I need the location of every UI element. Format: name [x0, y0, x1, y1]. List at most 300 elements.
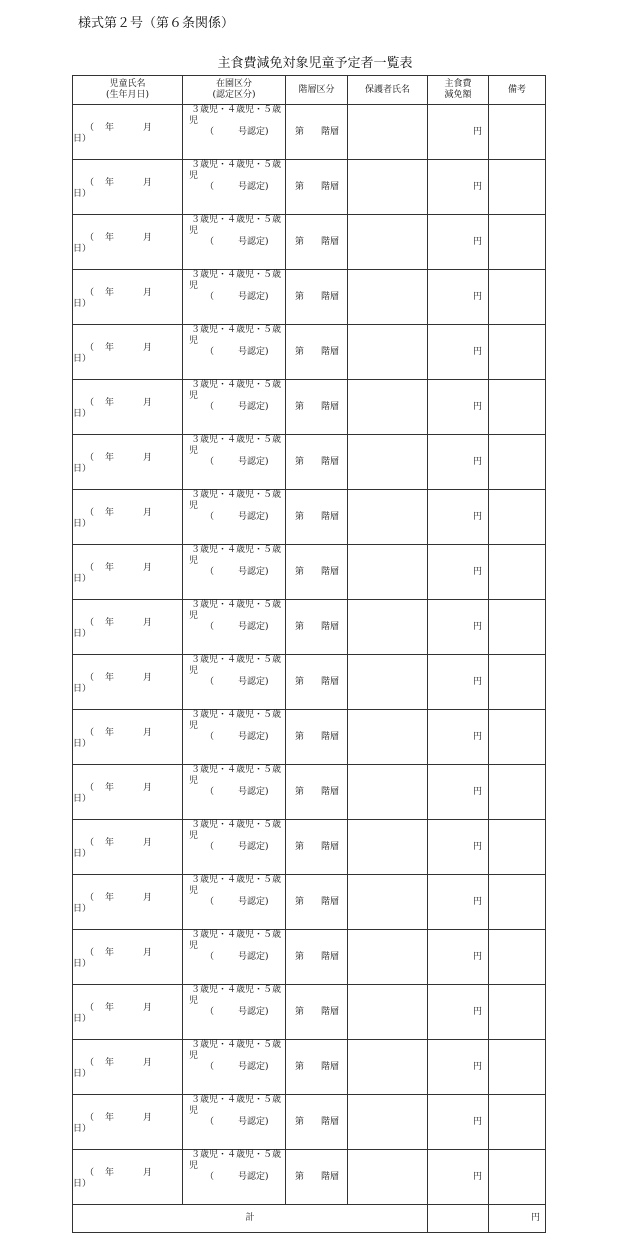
stratum-cell[interactable] — [286, 380, 348, 435]
child-name-cell[interactable] — [73, 930, 183, 985]
birth-open-paren: （ — [85, 618, 95, 628]
stratum-suffix: 階層 — [321, 346, 340, 357]
stratum-suffix: 階層 — [321, 786, 340, 797]
enroll-open-paren: （ — [205, 842, 215, 852]
yen-label: 円 — [472, 676, 482, 687]
enroll-certification-label — [189, 677, 285, 688]
table-row — [73, 765, 546, 820]
header-guardian: 保護者氏名 — [348, 76, 428, 105]
header-birth-date-label: (生年月日) — [105, 90, 150, 100]
enroll-certification-label — [189, 1062, 285, 1073]
child-name-cell[interactable] — [73, 325, 183, 380]
table-row — [73, 600, 546, 655]
enroll-cert-suffix: 号認定) — [238, 347, 269, 357]
guardian-name-cell[interactable] — [348, 600, 428, 655]
birth-year-label: 年 — [105, 783, 115, 793]
reduction-amount-cell[interactable] — [428, 765, 489, 820]
reduction-amount-cell[interactable] — [428, 1150, 489, 1205]
stratum-cell[interactable] — [286, 435, 348, 490]
birth-month-label: 月 — [143, 728, 153, 738]
yen-label: 円 — [472, 1006, 482, 1017]
enroll-ages-label-cont: 児 — [189, 446, 199, 456]
birth-open-paren: （ — [85, 783, 95, 793]
stratum-cell[interactable] — [286, 600, 348, 655]
birth-day-label: 日） — [73, 794, 92, 804]
stratum-prefix: 第 — [295, 786, 305, 797]
enroll-ages-label-cont: 児 — [189, 171, 199, 181]
child-name-cell[interactable] — [73, 985, 183, 1040]
remarks-cell[interactable] — [489, 1095, 546, 1150]
stratum-cell[interactable] — [286, 270, 348, 325]
enroll-ages-label-cont: 児 — [189, 391, 199, 401]
enrollment-cell[interactable] — [183, 435, 286, 490]
remarks-cell[interactable] — [489, 655, 546, 710]
birth-year-label: 年 — [105, 838, 115, 848]
enroll-cert-suffix: 号認定) — [238, 1172, 269, 1182]
child-name-cell[interactable] — [73, 820, 183, 875]
birth-month-label: 月 — [143, 288, 153, 298]
reduction-amount-cell[interactable] — [428, 710, 489, 765]
stratum-prefix: 第 — [295, 676, 305, 687]
birth-day-label: 日） — [73, 959, 92, 969]
stratum-prefix: 第 — [295, 511, 305, 522]
form-number: 様式第２号（第６条関係） — [78, 16, 235, 31]
birth-year-label: 年 — [105, 123, 115, 133]
remarks-cell[interactable] — [489, 710, 546, 765]
guardian-name-cell[interactable] — [348, 655, 428, 710]
enrollment-cell[interactable] — [183, 930, 286, 985]
guardian-name-cell[interactable] — [348, 215, 428, 270]
stratum-cell[interactable] — [286, 160, 348, 215]
stratum-suffix: 階層 — [321, 621, 340, 632]
enroll-certification-label — [189, 237, 285, 248]
birth-day-label: 日） — [73, 409, 92, 419]
birth-open-paren: （ — [85, 508, 95, 518]
birth-day-label: 日） — [73, 189, 92, 199]
enroll-ages-label: ３歳児・４歳児・５歳 — [191, 710, 282, 720]
enrollment-cell[interactable] — [183, 1095, 286, 1150]
stratum-prefix: 第 — [295, 841, 305, 852]
stratum-suffix: 階層 — [321, 126, 340, 137]
stratum-cell[interactable] — [286, 875, 348, 930]
stratum-prefix: 第 — [295, 346, 305, 357]
birth-month-label: 月 — [143, 838, 153, 848]
stratum-prefix: 第 — [295, 1061, 305, 1072]
enrollment-cell[interactable] — [183, 545, 286, 600]
birth-year-label: 年 — [105, 1168, 115, 1178]
stratum-prefix: 第 — [295, 401, 305, 412]
enroll-open-paren: （ — [205, 677, 215, 687]
reduction-amount-cell[interactable] — [428, 820, 489, 875]
birth-day-label: 日） — [73, 1124, 92, 1134]
remarks-cell[interactable] — [489, 1040, 546, 1095]
child-name-cell[interactable] — [73, 215, 183, 270]
remarks-cell[interactable] — [489, 985, 546, 1040]
stratum-suffix: 階層 — [321, 511, 340, 522]
birth-year-label: 年 — [105, 1003, 115, 1013]
table-row — [73, 160, 546, 215]
enroll-ages-label: ３歳児・４歳児・５歳 — [191, 655, 282, 665]
table-row — [73, 1095, 546, 1150]
child-name-cell[interactable] — [73, 545, 183, 600]
birth-year-label: 年 — [105, 728, 115, 738]
enroll-ages-label-cont: 児 — [189, 556, 199, 566]
header-reduction-line1: 主食費 — [444, 79, 472, 89]
enroll-open-paren: （ — [205, 1007, 215, 1017]
stratum-cell[interactable] — [286, 820, 348, 875]
child-name-cell[interactable] — [73, 380, 183, 435]
total-amount-blank — [428, 1205, 489, 1233]
birth-month-label: 月 — [143, 948, 153, 958]
stratum-cell[interactable] — [286, 1150, 348, 1205]
stratum-prefix: 第 — [295, 456, 305, 467]
reduction-list-table — [72, 75, 546, 1233]
enroll-open-paren: （ — [205, 952, 215, 962]
remarks-cell[interactable] — [489, 270, 546, 325]
enroll-open-paren: （ — [205, 347, 215, 357]
stratum-prefix: 第 — [295, 1006, 305, 1017]
yen-label: 円 — [472, 731, 482, 742]
birth-month-label: 月 — [143, 1058, 153, 1068]
birth-day-label: 日） — [73, 519, 92, 529]
birth-day-label: 日） — [73, 849, 92, 859]
birth-open-paren: （ — [85, 728, 95, 738]
birth-open-paren: （ — [85, 1058, 95, 1068]
enroll-certification-label — [189, 842, 285, 853]
table-row — [73, 105, 546, 160]
stratum-prefix: 第 — [295, 1171, 305, 1182]
enroll-cert-suffix: 号認定) — [238, 1117, 269, 1127]
enroll-ages-label: ３歳児・４歳児・５歳 — [191, 1150, 282, 1160]
birth-day-label: 日） — [73, 299, 92, 309]
stratum-cell[interactable] — [286, 545, 348, 600]
header-reduction-amount — [428, 76, 489, 105]
enroll-open-paren: （ — [205, 512, 215, 522]
enroll-ages-label: ３歳児・４歳児・５歳 — [191, 930, 282, 940]
guardian-name-cell[interactable] — [348, 325, 428, 380]
enroll-cert-suffix: 号認定) — [238, 567, 269, 577]
guardian-name-cell[interactable] — [348, 1095, 428, 1150]
enroll-certification-label — [189, 567, 285, 578]
stratum-cell[interactable] — [286, 215, 348, 270]
birth-day-label: 日） — [73, 134, 92, 144]
birth-open-paren: （ — [85, 453, 95, 463]
enroll-certification-label — [189, 512, 285, 523]
table-row — [73, 710, 546, 765]
remarks-cell[interactable] — [489, 215, 546, 270]
enrollment-cell[interactable] — [183, 710, 286, 765]
child-name-cell[interactable] — [73, 655, 183, 710]
enroll-cert-suffix: 号認定) — [238, 952, 269, 962]
birth-month-label: 月 — [143, 618, 153, 628]
enroll-certification-label — [189, 787, 285, 798]
birth-open-paren: （ — [85, 838, 95, 848]
enroll-open-paren: （ — [205, 1117, 215, 1127]
stratum-cell[interactable] — [286, 710, 348, 765]
guardian-name-cell[interactable] — [348, 875, 428, 930]
enrollment-cell[interactable] — [183, 600, 286, 655]
enroll-cert-suffix: 号認定) — [238, 622, 269, 632]
enroll-ages-label: ３歳児・４歳児・５歳 — [191, 985, 282, 995]
birth-day-label: 日） — [73, 354, 92, 364]
enroll-certification-label — [189, 622, 285, 633]
reduction-amount-cell[interactable] — [428, 270, 489, 325]
enroll-certification-label — [189, 182, 285, 193]
stratum-cell[interactable] — [286, 655, 348, 710]
enroll-open-paren: （ — [205, 567, 215, 577]
remarks-cell[interactable] — [489, 490, 546, 545]
yen-label: 円 — [472, 566, 482, 577]
yen-label: 円 — [472, 1116, 482, 1127]
enroll-ages-label-cont: 児 — [189, 721, 199, 731]
stratum-cell[interactable] — [286, 1040, 348, 1095]
enroll-open-paren: （ — [205, 897, 215, 907]
birth-open-paren: （ — [85, 673, 95, 683]
birth-open-paren: （ — [85, 233, 95, 243]
table-row — [73, 325, 546, 380]
guardian-name-cell[interactable] — [348, 435, 428, 490]
enroll-certification-label — [189, 1117, 285, 1128]
stratum-prefix: 第 — [295, 126, 305, 137]
child-name-cell[interactable] — [73, 875, 183, 930]
stratum-suffix: 階層 — [321, 1006, 340, 1017]
guardian-name-cell[interactable] — [348, 985, 428, 1040]
birth-open-paren: （ — [85, 948, 95, 958]
enrollment-cell[interactable] — [183, 490, 286, 545]
enroll-open-paren: （ — [205, 402, 215, 412]
enrollment-cell[interactable] — [183, 875, 286, 930]
guardian-name-cell[interactable] — [348, 270, 428, 325]
enroll-ages-label: ３歳児・４歳児・５歳 — [191, 545, 282, 555]
child-name-cell[interactable] — [73, 490, 183, 545]
enroll-ages-label: ３歳児・４歳児・５歳 — [191, 435, 282, 445]
birth-year-label: 年 — [105, 1058, 115, 1068]
enrollment-cell[interactable] — [183, 1150, 286, 1205]
child-name-cell[interactable] — [73, 160, 183, 215]
enroll-ages-label: ３歳児・４歳児・５歳 — [191, 160, 282, 170]
yen-label: 円 — [472, 456, 482, 467]
enroll-cert-suffix: 号認定) — [238, 457, 269, 467]
birth-open-paren: （ — [85, 563, 95, 573]
enroll-ages-label-cont: 児 — [189, 611, 199, 621]
enrollment-cell[interactable] — [183, 160, 286, 215]
reduction-amount-cell[interactable] — [428, 655, 489, 710]
enroll-cert-suffix: 号認定) — [238, 182, 269, 192]
header-enrollment-label: 在園区分 — [215, 79, 252, 89]
reduction-amount-cell[interactable] — [428, 600, 489, 655]
enrollment-cell[interactable] — [183, 325, 286, 380]
enrollment-cell[interactable] — [183, 380, 286, 435]
stratum-suffix: 階層 — [321, 951, 340, 962]
reduction-amount-cell[interactable] — [428, 490, 489, 545]
guardian-name-cell[interactable] — [348, 765, 428, 820]
guardian-name-cell[interactable] — [348, 545, 428, 600]
stratum-cell[interactable] — [286, 325, 348, 380]
reduction-amount-cell[interactable] — [428, 1095, 489, 1150]
birth-day-label: 日） — [73, 574, 92, 584]
enroll-cert-suffix: 号認定) — [238, 897, 269, 907]
stratum-suffix: 階層 — [321, 291, 340, 302]
child-name-cell[interactable] — [73, 105, 183, 160]
reduction-amount-cell[interactable] — [428, 380, 489, 435]
remarks-cell[interactable] — [489, 325, 546, 380]
birth-open-paren: （ — [85, 1003, 95, 1013]
header-child-name — [73, 76, 183, 105]
enroll-ages-label: ３歳児・４歳児・５歳 — [191, 105, 282, 115]
stratum-suffix: 階層 — [321, 236, 340, 247]
enroll-ages-label-cont: 児 — [189, 831, 199, 841]
enrollment-cell[interactable] — [183, 270, 286, 325]
reduction-amount-cell[interactable] — [428, 160, 489, 215]
enroll-ages-label-cont: 児 — [189, 1051, 199, 1061]
reduction-amount-cell[interactable] — [428, 545, 489, 600]
enroll-ages-label: ３歳児・４歳児・５歳 — [191, 765, 282, 775]
total-row — [73, 1205, 546, 1233]
birth-year-label: 年 — [105, 453, 115, 463]
guardian-name-cell[interactable] — [348, 490, 428, 545]
yen-label: 円 — [472, 346, 482, 357]
remarks-cell[interactable] — [489, 545, 546, 600]
yen-label: 円 — [472, 1061, 482, 1072]
reduction-amount-cell[interactable] — [428, 435, 489, 490]
enroll-ages-label: ３歳児・４歳児・５歳 — [191, 215, 282, 225]
remarks-cell[interactable] — [489, 820, 546, 875]
stratum-suffix: 階層 — [321, 456, 340, 467]
child-name-cell[interactable] — [73, 765, 183, 820]
guardian-name-cell[interactable] — [348, 1040, 428, 1095]
enroll-cert-suffix: 号認定) — [238, 402, 269, 412]
birth-month-label: 月 — [143, 508, 153, 518]
table-row — [73, 380, 546, 435]
stratum-cell[interactable] — [286, 765, 348, 820]
enroll-open-paren: （ — [205, 787, 215, 797]
remarks-cell[interactable] — [489, 380, 546, 435]
stratum-cell[interactable] — [286, 930, 348, 985]
enroll-ages-label-cont: 児 — [189, 941, 199, 951]
child-name-cell[interactable] — [73, 710, 183, 765]
birth-day-label: 日） — [73, 1069, 92, 1079]
child-name-cell[interactable] — [73, 600, 183, 655]
header-reduction-line2: 減免額 — [444, 90, 472, 100]
table-row — [73, 985, 546, 1040]
table-row — [73, 820, 546, 875]
stratum-cell[interactable] — [286, 105, 348, 160]
child-name-cell[interactable] — [73, 1150, 183, 1205]
enrollment-cell[interactable] — [183, 105, 286, 160]
remarks-cell[interactable] — [489, 600, 546, 655]
stratum-cell[interactable] — [286, 1095, 348, 1150]
guardian-name-cell[interactable] — [348, 105, 428, 160]
birth-month-label: 月 — [143, 123, 153, 133]
stratum-prefix: 第 — [295, 566, 305, 577]
remarks-cell[interactable] — [489, 930, 546, 985]
birth-day-label: 日） — [73, 684, 92, 694]
reduction-amount-cell[interactable] — [428, 1040, 489, 1095]
reduction-amount-cell[interactable] — [428, 215, 489, 270]
reduction-amount-cell[interactable] — [428, 105, 489, 160]
stratum-suffix: 階層 — [321, 401, 340, 412]
guardian-name-cell[interactable] — [348, 930, 428, 985]
stratum-prefix: 第 — [295, 896, 305, 907]
birth-month-label: 月 — [143, 673, 153, 683]
reduction-amount-cell[interactable] — [428, 930, 489, 985]
stratum-suffix: 階層 — [321, 731, 340, 742]
enroll-ages-label-cont: 児 — [189, 996, 199, 1006]
header-certification-label: (認定区分) — [212, 90, 256, 100]
total-amount-yen: 円 — [489, 1205, 546, 1233]
yen-label: 円 — [472, 841, 482, 852]
birth-day-label: 日） — [73, 904, 92, 914]
birth-year-label: 年 — [105, 893, 115, 903]
guardian-name-cell[interactable] — [348, 380, 428, 435]
enroll-certification-label — [189, 292, 285, 303]
birth-day-label: 日） — [73, 464, 92, 474]
enroll-cert-suffix: 号認定) — [238, 1062, 269, 1072]
child-name-cell[interactable] — [73, 270, 183, 325]
enroll-ages-label: ３歳児・４歳児・５歳 — [191, 600, 282, 610]
remarks-cell[interactable] — [489, 875, 546, 930]
reduction-amount-cell[interactable] — [428, 325, 489, 380]
birth-month-label: 月 — [143, 1113, 153, 1123]
reduction-amount-cell[interactable] — [428, 875, 489, 930]
enroll-cert-suffix: 号認定) — [238, 127, 269, 137]
enroll-ages-label: ３歳児・４歳児・５歳 — [191, 820, 282, 830]
stratum-prefix: 第 — [295, 621, 305, 632]
enroll-open-paren: （ — [205, 457, 215, 467]
guardian-name-cell[interactable] — [348, 1150, 428, 1205]
enrollment-cell[interactable] — [183, 655, 286, 710]
enroll-open-paren: （ — [205, 182, 215, 192]
stratum-cell[interactable] — [286, 490, 348, 545]
enroll-open-paren: （ — [205, 237, 215, 247]
birth-year-label: 年 — [105, 563, 115, 573]
remarks-cell[interactable] — [489, 435, 546, 490]
birth-month-label: 月 — [143, 1003, 153, 1013]
guardian-name-cell[interactable] — [348, 820, 428, 875]
birth-open-paren: （ — [85, 1168, 95, 1178]
enrollment-cell[interactable] — [183, 765, 286, 820]
enroll-ages-label: ３歳児・４歳児・５歳 — [191, 325, 282, 335]
enroll-ages-label-cont: 児 — [189, 886, 199, 896]
enrollment-cell[interactable] — [183, 215, 286, 270]
enroll-cert-suffix: 号認定) — [238, 292, 269, 302]
child-name-cell[interactable] — [73, 1095, 183, 1150]
enrollment-cell[interactable] — [183, 1040, 286, 1095]
enroll-ages-label-cont: 児 — [189, 281, 199, 291]
stratum-cell[interactable] — [286, 985, 348, 1040]
enroll-cert-suffix: 号認定) — [238, 732, 269, 742]
enroll-ages-label-cont: 児 — [189, 116, 199, 126]
guardian-name-cell[interactable] — [348, 710, 428, 765]
guardian-name-cell[interactable] — [348, 160, 428, 215]
table-row — [73, 215, 546, 270]
reduction-amount-cell[interactable] — [428, 985, 489, 1040]
child-name-cell[interactable] — [73, 435, 183, 490]
remarks-cell[interactable] — [489, 160, 546, 215]
enrollment-cell[interactable] — [183, 820, 286, 875]
remarks-cell[interactable] — [489, 105, 546, 160]
enroll-certification-label — [189, 402, 285, 413]
remarks-cell[interactable] — [489, 765, 546, 820]
enrollment-cell[interactable] — [183, 985, 286, 1040]
birth-month-label: 月 — [143, 893, 153, 903]
birth-open-paren: （ — [85, 178, 95, 188]
stratum-suffix: 階層 — [321, 1061, 340, 1072]
child-name-cell[interactable] — [73, 1040, 183, 1095]
birth-year-label: 年 — [105, 948, 115, 958]
remarks-cell[interactable] — [489, 1150, 546, 1205]
birth-year-label: 年 — [105, 618, 115, 628]
